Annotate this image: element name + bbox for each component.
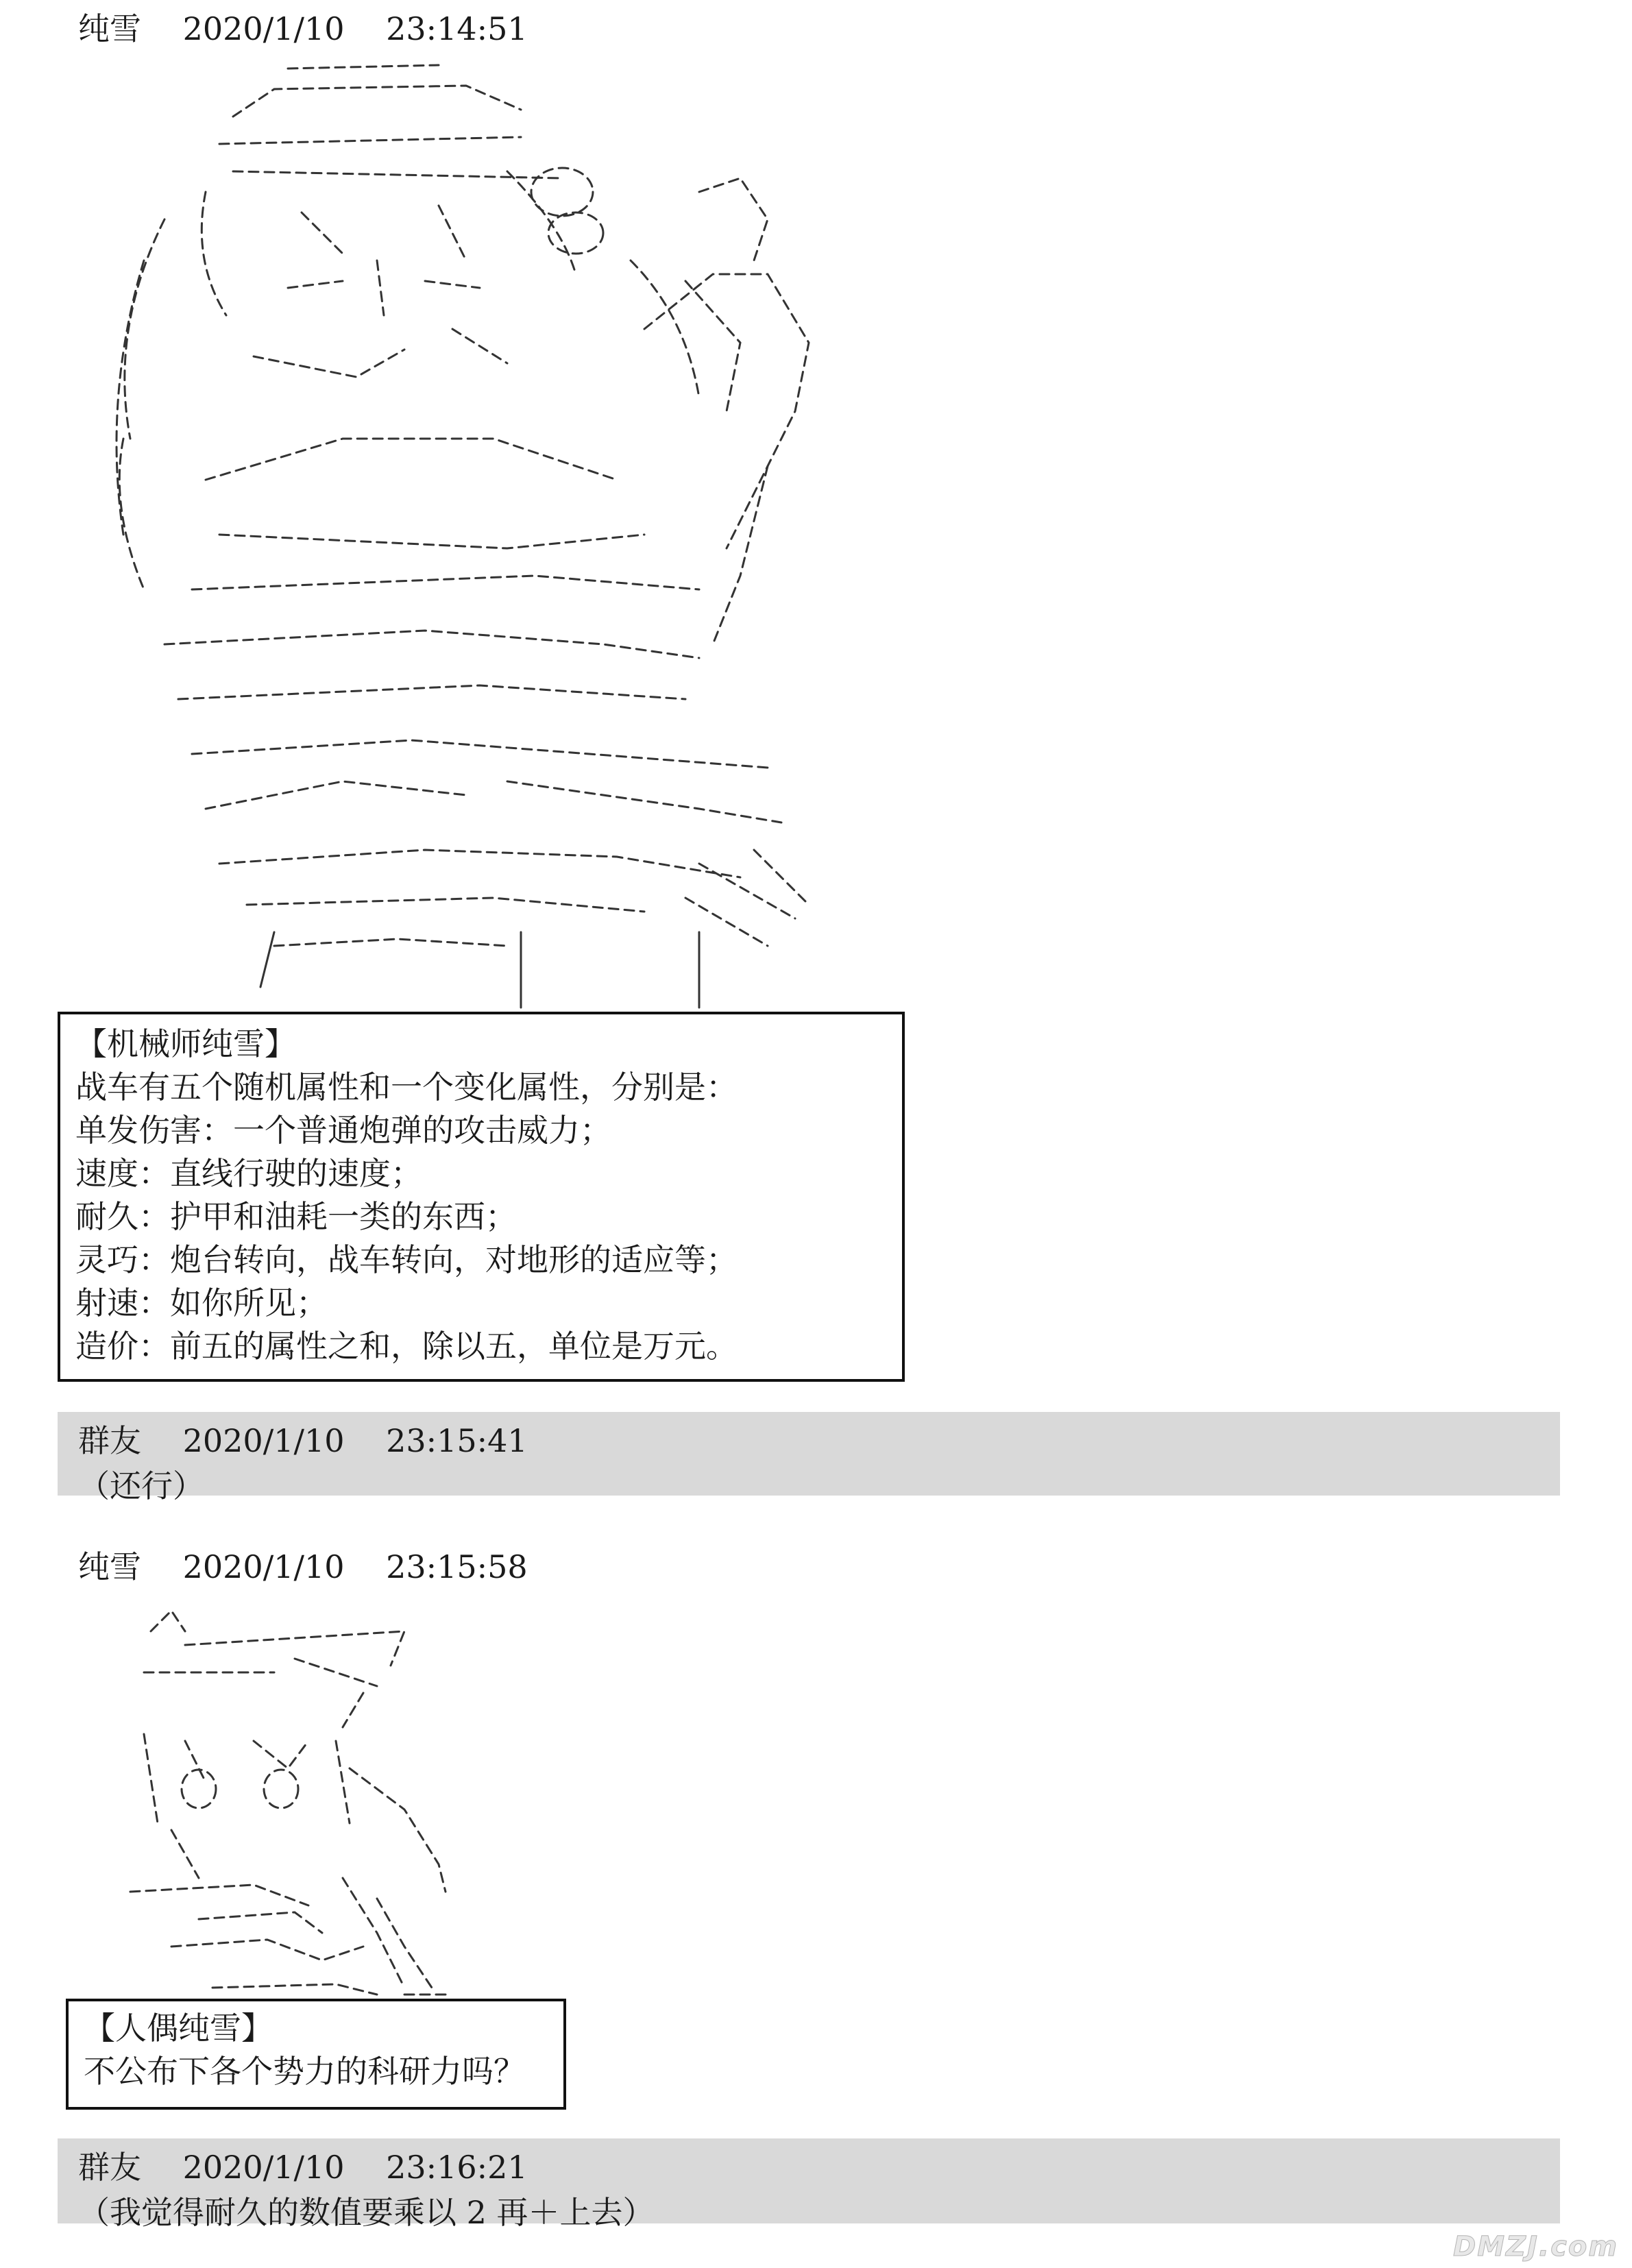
post-header: 群友 2020/1/10 23:15:41	[78, 1422, 528, 1459]
post-header: 群友 2020/1/10 23:16:21	[78, 2149, 528, 2186]
dialogue-line: 速度：直线行驶的速度；	[75, 1155, 422, 1192]
post-header: 纯雪 2020/1/10 23:15:58	[78, 1548, 528, 1585]
site-watermark: DMZJ.com	[1453, 2231, 1618, 2263]
dialogue-box	[58, 1012, 905, 1382]
reply-block	[58, 1412, 1560, 1504]
ascii-art-character-small	[117, 1604, 473, 2001]
dialogue-line: 不公布下各个势力的科研力吗？	[84, 2053, 525, 2090]
dialogue-line: 战车有五个随机属性和一个变化属性，分别是：	[75, 1069, 738, 1106]
dialogue-line: 单发伤害：一个普通炮弹的攻击威力；	[75, 1112, 611, 1149]
speaker-name: 【人偶纯雪】	[84, 2010, 273, 2047]
post-header: 纯雪 2020/1/10 23:14:51	[78, 10, 528, 47]
ascii-art-character-large	[82, 55, 850, 1014]
dialogue-line: 灵巧：炮台转向，战车转向，对地形的适应等；	[75, 1241, 738, 1278]
dialogue-box	[66, 1999, 566, 2110]
dialogue-line: 耐久：护甲和油耗一类的东西；	[75, 1198, 517, 1235]
dialogue-line: 射速：如你所见；	[75, 1284, 328, 1321]
speaker-name: 【机械师纯雪】	[75, 1025, 296, 1062]
reply-block	[58, 2138, 1560, 2231]
reply-text: （还行）	[78, 1467, 204, 1504]
reply-text: （我觉得耐久的数值要乘以 2 再＋上去）	[78, 2194, 655, 2231]
dialogue-line: 造价：前五的属性之和，除以五，单位是万元。	[75, 1328, 738, 1365]
